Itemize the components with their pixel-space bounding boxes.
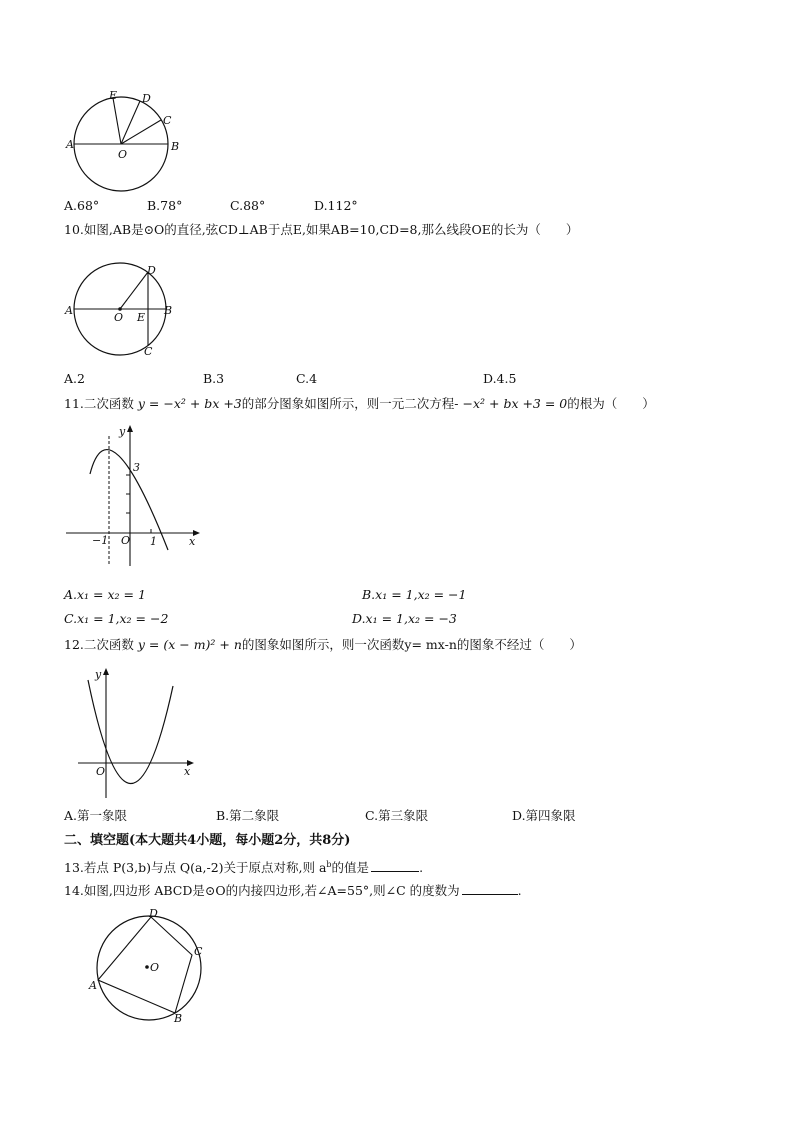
fig2-label-e: E [137,311,146,324]
fig2-label-c: C [144,345,153,358]
q13-sup: b [326,860,332,869]
q10-choice-a: A.2 [64,371,85,386]
fig3-label-o: O [121,534,131,547]
fig1-label-a: A [66,138,74,151]
q9-choice-d: D.112° [314,198,358,213]
q10-circle-figure [60,262,190,362]
fig3-label-3: 3 [133,461,140,474]
fig1-label-c: C [163,114,172,127]
q13-post: 的值是 [331,860,370,876]
q12-choice-b: B.第二象限 [216,808,280,823]
fig2-label-b: B [164,304,173,317]
q13-end: . [419,860,424,876]
fig3-label-y: y [119,425,126,438]
q12-func: y = (x − m)² + n [137,637,242,652]
q12-choice-c: C.第三象限 [365,808,429,823]
fig2-label-a: A [65,304,73,317]
q12-stem [64,637,582,653]
section2-heading: 二、填空题(本大题共4小题，每小题2分，共8分) [64,833,351,848]
q14-blank[interactable] [462,884,518,895]
q10-stem: 10.如图,AB是⊙O的直径,弦CD⊥AB于点E,如果AB=10,CD=8,那么线段OE的长为（ ） [64,222,579,237]
q11-parabola-graph [64,422,204,572]
q13-stem [64,857,423,876]
fig5-label-d: D [149,907,158,920]
q11-choice-b: B.x₁ = 1,x₂ = −1 [362,587,467,602]
q12-stem-pre: 12.二次函数 [64,637,134,652]
q9-circle-figure [60,88,190,198]
q10-choice-c: C.4 [296,371,318,386]
q11-choice-c: C.x₁ = 1,x₂ = −2 [64,611,169,626]
q13-pre: 13.若点 P(3,b)与点 Q(a,-2)关于原点对称,则 a [64,860,327,876]
fig3-label-x: x [189,535,196,548]
fig2-label-d: D [147,264,156,277]
fig1-label-b: B [171,140,180,153]
q13-blank[interactable] [371,861,419,872]
q14-stem [64,883,522,899]
q10-choice-b: B.3 [203,371,225,386]
fig1-label-d: D [142,92,151,105]
fig1-label-e: E [109,89,118,102]
q11-stem-pre: 11.二次函数 [64,396,134,411]
fig5-label-b: B [174,1012,183,1025]
fig3-label-1: 1 [150,535,157,548]
q11-stem [64,396,655,412]
q9-choice-a: A.68° [64,198,100,213]
q12-stem-post: 的图象如图所示，则一次函数y= mx-n的图象不经过（ ） [241,637,582,652]
fig4-label-o: O [96,765,106,778]
fig3-label-neg1: −1 [92,534,109,547]
q9-choice-c: C.88° [230,198,266,213]
q12-choice-d: D.第四象限 [512,808,576,823]
fig5-label-o: O [150,961,160,974]
q11-choice-d: D.x₁ = 1,x₂ = −3 [352,611,457,626]
fig1-label-o: O [118,148,128,161]
fig4-label-x: x [184,765,191,778]
q9-choice-b: B.78° [147,198,183,213]
q11-equation: −x² + bx +3 = 0 [462,396,568,411]
q14-cyclic-quadrilateral [86,908,216,1026]
fig5-label-c: C [194,945,203,958]
q11-stem-post: 的根为（ ） [567,396,655,411]
fig2-label-o: O [114,311,124,324]
q12-choice-a: A.第一象限 [64,808,128,823]
q11-stem-mid: 的部分图象如图所示，则一元二次方程- [241,396,459,411]
q12-parabola-graph [72,664,202,799]
q11-func: y = −x² + bx +3 [137,396,242,411]
q10-choice-d: D.4.5 [483,371,517,386]
q14-text: 14.如图,四边形 ABCD是⊙O的内接四边形,若∠A=55°,则∠C 的度数为 [64,883,460,898]
fig5-label-a: A [89,979,97,992]
fig4-label-y: y [95,668,102,681]
q14-end: . [517,883,522,898]
q11-choice-a: A.x₁ = x₂ = 1 [64,587,146,602]
